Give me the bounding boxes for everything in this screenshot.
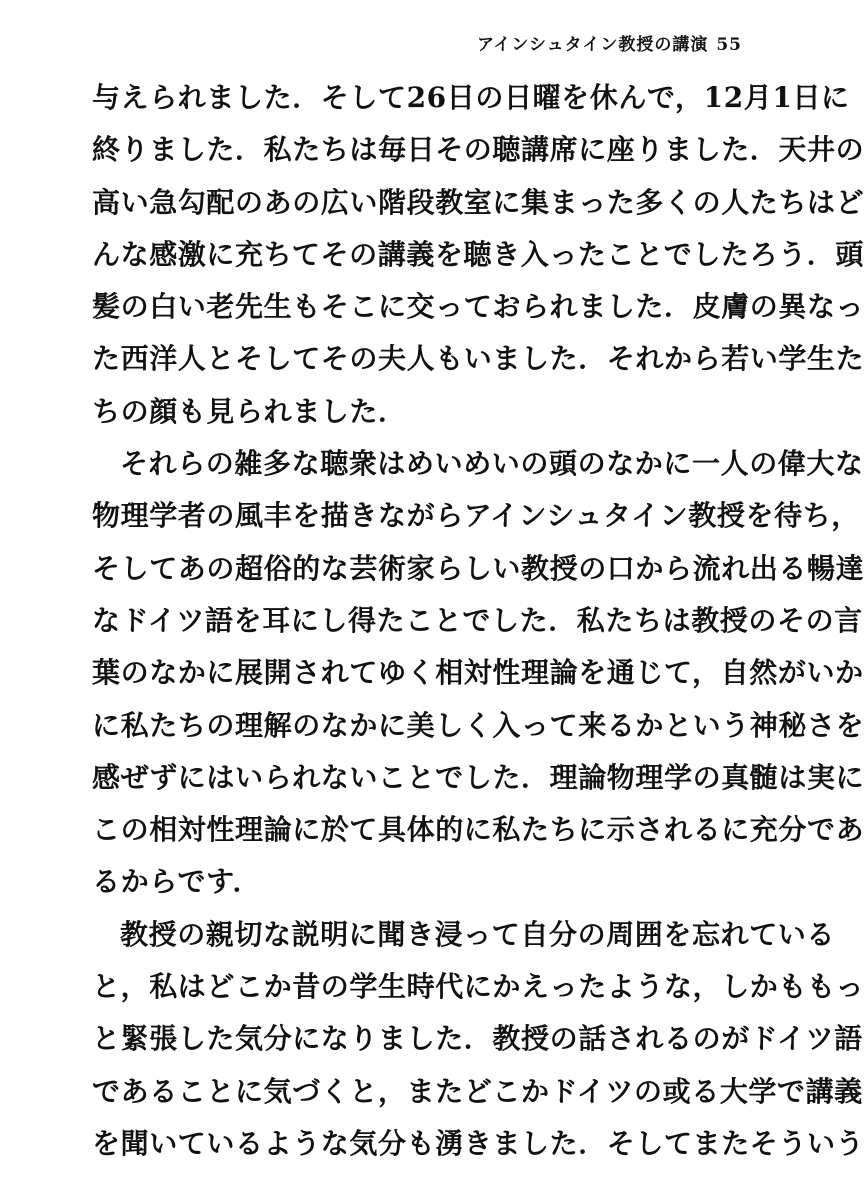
text-line: 高い急勾配のあの広い階段教室に集まった多くの人たちはど — [92, 185, 864, 219]
text-line: 教授の親切な説明に聞き浸って自分の周囲を忘れている — [120, 917, 836, 951]
text-line: であることに気づくと，またどこかドイツの或る大学で講義 — [92, 1074, 863, 1108]
text-line: 感ぜずにはいられないことでした．理論物理学の真髄は実に — [92, 760, 864, 794]
text-line: に私たちの理解のなかに美しく入って来るかという神秘さを — [92, 708, 864, 742]
text-line: なドイツ語を耳にし得たことでした．私たちは教授のその言 — [92, 603, 863, 637]
text-line: そしてあの超俗的な芸術家らしい教授の口から流れ出る暢達 — [92, 551, 864, 585]
running-header — [477, 30, 742, 55]
text-line: 物理学者の風丰を描きながらアインシュタイン教授を待ち， — [92, 499, 860, 533]
text-line: んな感激に充ちてその講義を聴き入ったことでしたろう．頭 — [92, 237, 864, 271]
chapter-title: アインシュタイン教授の講演 — [476, 35, 709, 55]
text-line: それらの雑多な聴衆はめいめいの頭のなかに一人の偉大な — [120, 447, 864, 481]
text-line: るからです． — [92, 865, 262, 899]
text-line: 与えられました．そして26日の日曜を休んで，12月1日に — [92, 81, 850, 114]
page-number: 55 — [716, 35, 742, 55]
text-line: を聞いているような気分も湧きました．そしてまたそういう — [92, 1126, 864, 1160]
text-line: 終りました．私たちは毎日その聴講席に座りました．天井の — [92, 133, 864, 167]
text-line: ちの顔も見られました． — [92, 394, 407, 428]
body-text — [92, 72, 864, 1170]
text-line: と，私はどこか昔の学生時代にかえったような，しかももっ — [92, 970, 864, 1004]
text-line: た西洋人とそしてその夫人もいました．それから若い学生た — [92, 342, 864, 376]
text-line: この相対性理論に於て具体的に私たちに示されるに充分であ — [92, 813, 864, 847]
text-line: 葉のなかに展開されてゆく相対性理論を通じて，自然がいか — [92, 656, 864, 690]
text-line: と緊張した気分になりました．教授の話されるのがドイツ語 — [92, 1022, 863, 1056]
text-line: 髪の白い老先生もそこに交っておられました．皮膚の異なっ — [92, 290, 864, 324]
